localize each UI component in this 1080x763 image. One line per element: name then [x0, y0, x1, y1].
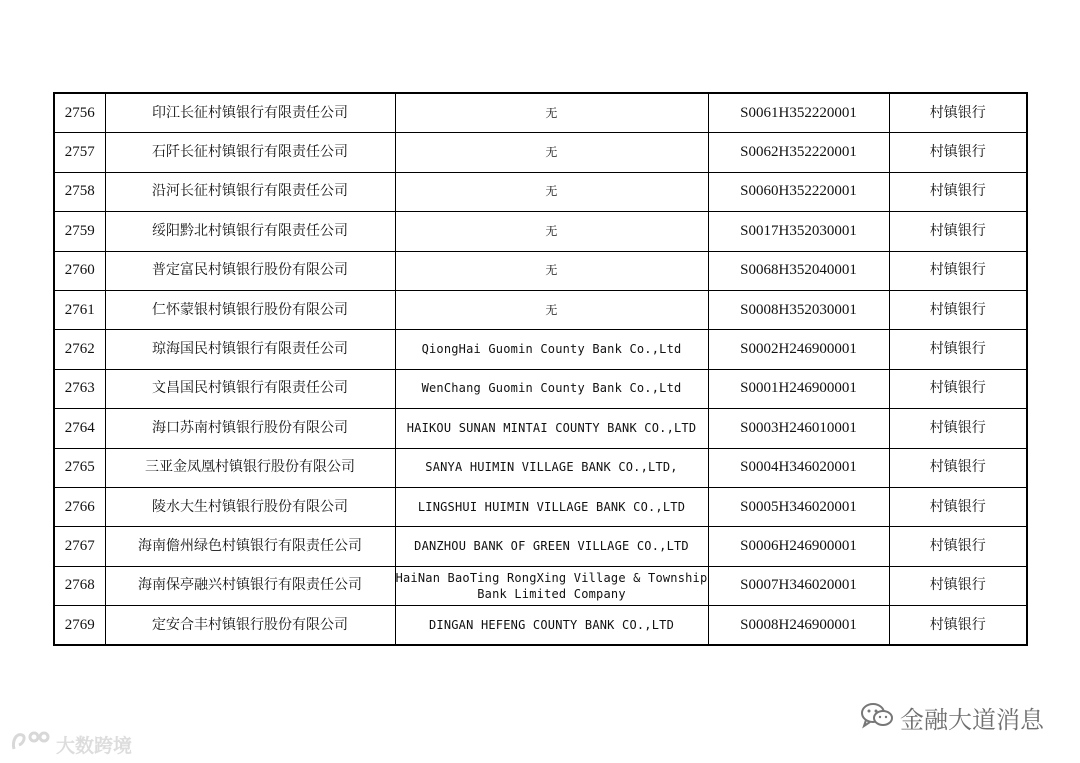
cell-english-name: HaiNan BaoTing RongXing Village & Township Bank Limited Company	[395, 566, 708, 605]
cell-english-name: LINGSHUI HUIMIN VILLAGE BANK CO.,LTD	[395, 487, 708, 526]
cell-institution-name: 琼海国民村镇银行有限责任公司	[105, 330, 395, 369]
cell-institution-name: 海南保亭融兴村镇银行有限责任公司	[105, 566, 395, 605]
cell-license-code: S0006H246900001	[708, 527, 889, 566]
table-row	[54, 448, 1027, 487]
cell-institution-name: 沿河长征村镇银行有限责任公司	[105, 172, 395, 211]
cell-institution-type: 村镇银行	[889, 93, 1027, 133]
cell-license-code: S0007H346020001	[708, 566, 889, 605]
cell-institution-name: 三亚金凤凰村镇银行股份有限公司	[105, 448, 395, 487]
cell-institution-type: 村镇银行	[889, 487, 1027, 526]
wechat-icon	[860, 701, 894, 735]
table-row	[54, 290, 1027, 329]
cell-number: 2756	[54, 93, 105, 133]
cell-english-name: QiongHai Guomin County Bank Co.,Ltd	[395, 330, 708, 369]
cell-institution-name: 海南儋州绿色村镇银行有限责任公司	[105, 527, 395, 566]
cell-english-name: DINGAN HEFENG COUNTY BANK CO.,LTD	[395, 606, 708, 646]
cell-license-code: S0008H246900001	[708, 606, 889, 646]
table-row	[54, 487, 1027, 526]
cell-institution-name: 石阡长征村镇银行有限责任公司	[105, 133, 395, 172]
cell-institution-type: 村镇银行	[889, 172, 1027, 211]
cell-number: 2765	[54, 448, 105, 487]
cell-english-name: WenChang Guomin County Bank Co.,Ltd	[395, 369, 708, 408]
table-row	[54, 409, 1027, 448]
cell-english-name: DANZHOU BANK OF GREEN VILLAGE CO.,LTD	[395, 527, 708, 566]
cell-license-code: S0068H352040001	[708, 251, 889, 290]
cell-english-name: 无	[395, 172, 708, 211]
cell-institution-type: 村镇银行	[889, 527, 1027, 566]
cell-number: 2760	[54, 251, 105, 290]
cell-institution-name: 印江长征村镇银行有限责任公司	[105, 93, 395, 133]
cell-institution-type: 村镇银行	[889, 409, 1027, 448]
cell-license-code: S0003H246010001	[708, 409, 889, 448]
cell-institution-type: 村镇银行	[889, 369, 1027, 408]
table-row	[54, 212, 1027, 251]
cell-number: 2758	[54, 172, 105, 211]
cell-number: 2757	[54, 133, 105, 172]
cell-institution-type: 村镇银行	[889, 251, 1027, 290]
institution-table	[53, 92, 1028, 646]
table-body	[54, 93, 1027, 645]
cell-institution-name: 陵水大生村镇银行股份有限公司	[105, 487, 395, 526]
cell-institution-type: 村镇银行	[889, 212, 1027, 251]
cell-english-name: 无	[395, 133, 708, 172]
cell-institution-name: 普定富民村镇银行股份有限公司	[105, 251, 395, 290]
table-row	[54, 369, 1027, 408]
cell-number: 2759	[54, 212, 105, 251]
cell-english-name: 无	[395, 251, 708, 290]
table-row	[54, 172, 1027, 211]
table-row	[54, 566, 1027, 605]
cell-license-code: S0002H246900001	[708, 330, 889, 369]
cell-license-code: S0061H352220001	[708, 93, 889, 133]
cell-license-code: S0062H352220001	[708, 133, 889, 172]
cell-institution-name: 文昌国民村镇银行有限责任公司	[105, 369, 395, 408]
table-row	[54, 251, 1027, 290]
cell-english-name: 无	[395, 93, 708, 133]
cell-institution-type: 村镇银行	[889, 566, 1027, 605]
cell-institution-type: 村镇银行	[889, 448, 1027, 487]
cell-institution-name: 海口苏南村镇银行股份有限公司	[105, 409, 395, 448]
cell-number: 2768	[54, 566, 105, 605]
watermark-wechat	[860, 700, 1044, 735]
cell-license-code: S0017H352030001	[708, 212, 889, 251]
cell-institution-type: 村镇银行	[889, 290, 1027, 329]
watermark-logo	[10, 729, 132, 760]
cell-institution-type: 村镇银行	[889, 330, 1027, 369]
cell-institution-type: 村镇银行	[889, 133, 1027, 172]
table-row	[54, 133, 1027, 172]
cell-english-name: 无	[395, 212, 708, 251]
cell-number: 2766	[54, 487, 105, 526]
watermark-logo-text: 大数跨境	[56, 735, 133, 757]
cell-license-code: S0060H352220001	[708, 172, 889, 211]
cell-number: 2767	[54, 527, 105, 566]
cell-number: 2763	[54, 369, 105, 408]
cell-license-code: S0008H352030001	[708, 290, 889, 329]
table-row	[54, 527, 1027, 566]
table-row	[54, 330, 1027, 369]
table-row	[54, 606, 1027, 646]
cell-number: 2762	[54, 330, 105, 369]
cell-english-name: 无	[395, 290, 708, 329]
cell-english-name: SANYA HUIMIN VILLAGE BANK CO.,LTD,	[395, 448, 708, 487]
cell-number: 2761	[54, 290, 105, 329]
cell-number: 2764	[54, 409, 105, 448]
cell-institution-name: 绥阳黔北村镇银行有限责任公司	[105, 212, 395, 251]
cell-institution-type: 村镇银行	[889, 606, 1027, 646]
cell-license-code: S0001H246900001	[708, 369, 889, 408]
cell-license-code: S0004H346020001	[708, 448, 889, 487]
cell-institution-name: 仁怀蒙银村镇银行股份有限公司	[105, 290, 395, 329]
table-row	[54, 93, 1027, 133]
cell-english-name: HAIKOU SUNAN MINTAI COUNTY BANK CO.,LTD	[395, 409, 708, 448]
cell-number: 2769	[54, 606, 105, 646]
watermark-wechat-text: 金融大道消息	[900, 706, 1044, 734]
logo-icon	[10, 729, 52, 760]
cell-license-code: S0005H346020001	[708, 487, 889, 526]
cell-institution-name: 定安合丰村镇银行股份有限公司	[105, 606, 395, 646]
